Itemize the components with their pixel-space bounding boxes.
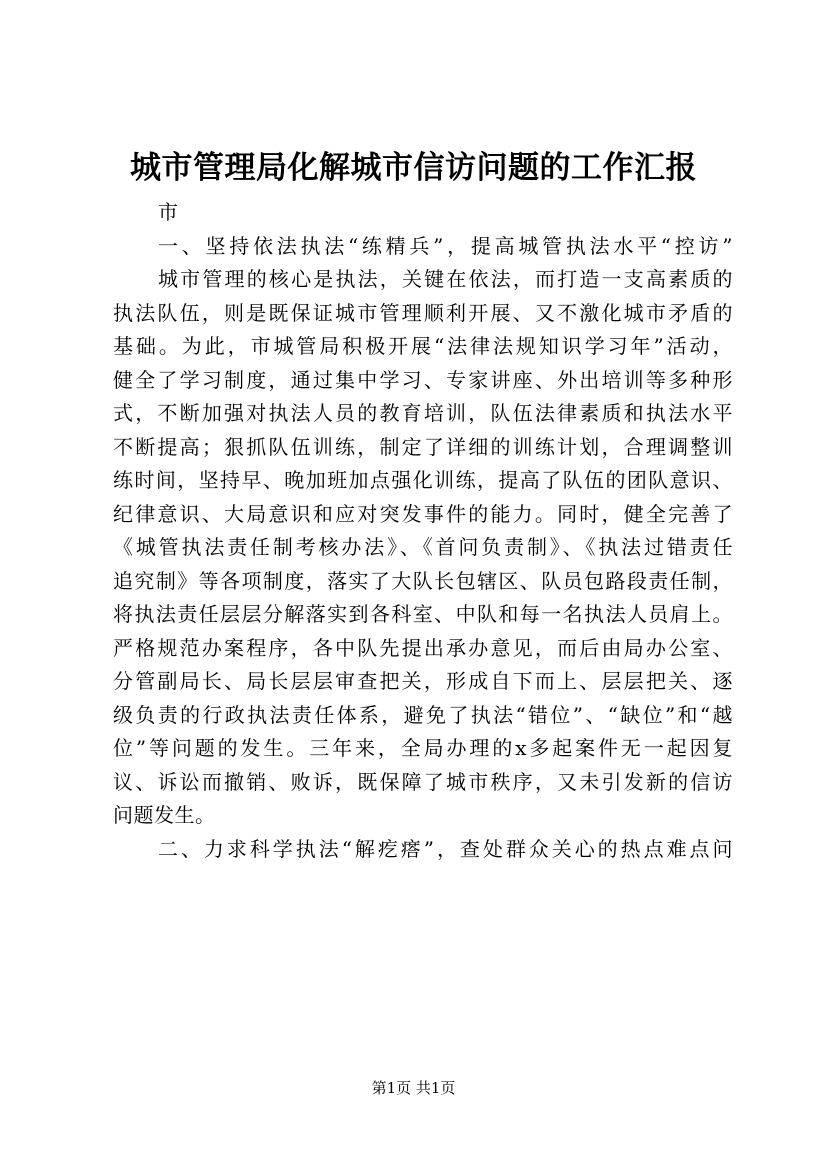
text-line: 纪律意识、大局意识和应对突发事件的能力。同时，健全完善了 [113, 501, 733, 526]
text-line: 议、诉讼而撤销、败诉，既保障了城市秩序，又未引发新的信访 [113, 769, 733, 794]
text-line: 严格规范办案程序，各中队先提出承办意见，而后由局办公室、 [113, 635, 733, 660]
text-line: 基础。为此，市城管局积极开展“法律法规知识学习年”活动， [113, 334, 733, 358]
text-line: 不断提高；狠抓队伍训练，制定了详细的训练计划，合理调整训 [113, 434, 733, 459]
section-heading: 二、力求科学执法“解疙瘩”，查处群众关心的热点难点问 [158, 836, 733, 861]
text-line: 城市管理的核心是执法，关键在依法，而打造一支高素质的 [158, 267, 733, 291]
text-line: 追究制》等各项制度，落实了大队长包辖区、队员包路段责任制， [113, 568, 733, 593]
text-line: 执法队伍，则是既保证城市管理顺利开展、又不激化城市矛盾的 [113, 300, 733, 325]
page-footer: 第1页 共1页 [371, 1079, 456, 1097]
text-line: 将执法责任层层分解落实到各科室、中队和每一名执法人员肩上。 [113, 602, 733, 626]
text-line: 市 [158, 200, 179, 224]
text-line: 级负责的行政执法责任体系，避免了执法“错位”、“缺位”和“越 [113, 702, 733, 727]
text-line: 练时间，坚持早、晚加班加点强化训练，提高了队伍的团队意识、 [113, 468, 733, 492]
text-line: 《城管执法责任制考核办法》、《首问负责制》、《执法过错责任 [113, 535, 733, 559]
section-heading: 一、坚持依法执法“练精兵”，提高城管执法水平“控访” [158, 233, 733, 258]
text-line: 健全了学习制度，通过集中学习、专家讲座、外出培训等多种形 [113, 367, 733, 392]
text-line: 问题发生。 [113, 803, 216, 827]
text-line: 式，不断加强对执法人员的教育培训，队伍法律素质和执法水平 [113, 401, 733, 425]
document-body [113, 196, 733, 866]
text-line: 位”等问题的发生。三年来，全局办理的x多起案件无一起因复 [113, 736, 733, 760]
document-title: 城市管理局化解城市信访问题的工作汇报 [130, 150, 697, 186]
text-line: 分管副局长、局长层层审查把关，形成自下而上、层层把关、逐 [113, 669, 733, 693]
